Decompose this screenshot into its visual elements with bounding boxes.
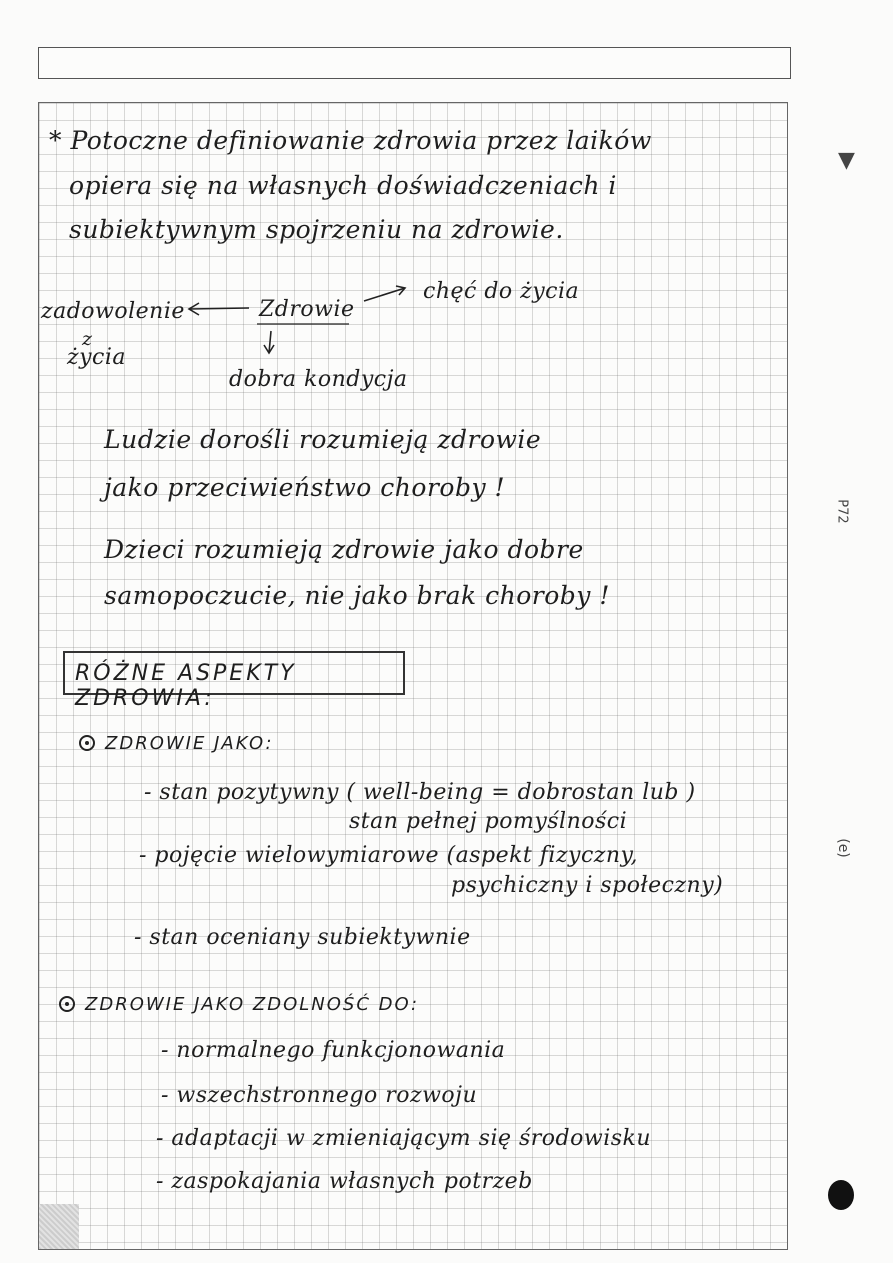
aspects-heading: RÓŻNE ASPEKTY ZDROWIA: [75,661,297,711]
section2-item-4: - zaspokajania własnych potrzeb [156,1169,533,1194]
section2-item-3: - adaptacji w zmieniającym się środowisku [156,1126,652,1151]
margin-label-p72: P72 [834,499,850,524]
intro-line-3: subiektywnym spojrzeniu na zdrowie. [69,215,564,244]
section1-item1-a: - stan pozytywny ( well-being = dobrostan lub ) [144,780,696,805]
children-line-2: samopoczucie, nie jako brak choroby ! [104,581,610,610]
margin-drop-mark: ▼ [838,148,855,173]
section2-item-1: - normalnego funkcjonowania [161,1038,506,1063]
diagram-bottom: dobra kondycja [229,367,408,392]
margin-label-e: (e) [834,838,851,858]
diagram-left-3: życia [67,345,126,370]
section1-item1-b: stan pełnej pomyślności [349,809,628,834]
diagram-arrows [39,103,788,403]
section2-title: ZDROWIE JAKO ZDOLNOŚĆ DO: [85,994,420,1015]
grid-paper-page [38,102,788,1250]
diagram-right: chęć do życia [423,279,580,304]
punch-hole-mark [828,1180,854,1210]
bullet-circle-icon-2 [59,996,75,1012]
intro-line-1: * Potoczne definiowanie zdrowia przez laików [49,126,652,155]
adults-line-1: Ludzie dorośli rozumieją zdrowie [104,425,542,454]
diagram-center: Zdrowie [259,297,355,322]
adults-line-2: jako przeciwieństwo choroby ! [104,473,506,502]
bullet-circle-icon [79,735,95,751]
aspects-heading-box [63,651,405,711]
section1-item2-a: - pojęcie wielowymiarowe (aspekt fizyczny, [139,843,639,868]
section1-title: ZDROWIE JAKO: [105,733,274,754]
section1-item2-b: psychiczny i społeczny) [451,873,724,898]
section2-item-2: - wszechstronnego rozwoju [161,1083,478,1108]
intro-line-2: opiera się na własnych doświadczeniach i [69,171,617,200]
diagram-left-2: z [82,328,93,350]
diagram-left-1: zadowolenie [41,299,185,324]
header-box [38,47,791,79]
section1-item3: - stan oceniany subiektywnie [134,925,471,950]
corner-swatch [39,1204,79,1249]
children-line-1: Dzieci rozumieją zdrowie jako dobre [104,535,584,564]
